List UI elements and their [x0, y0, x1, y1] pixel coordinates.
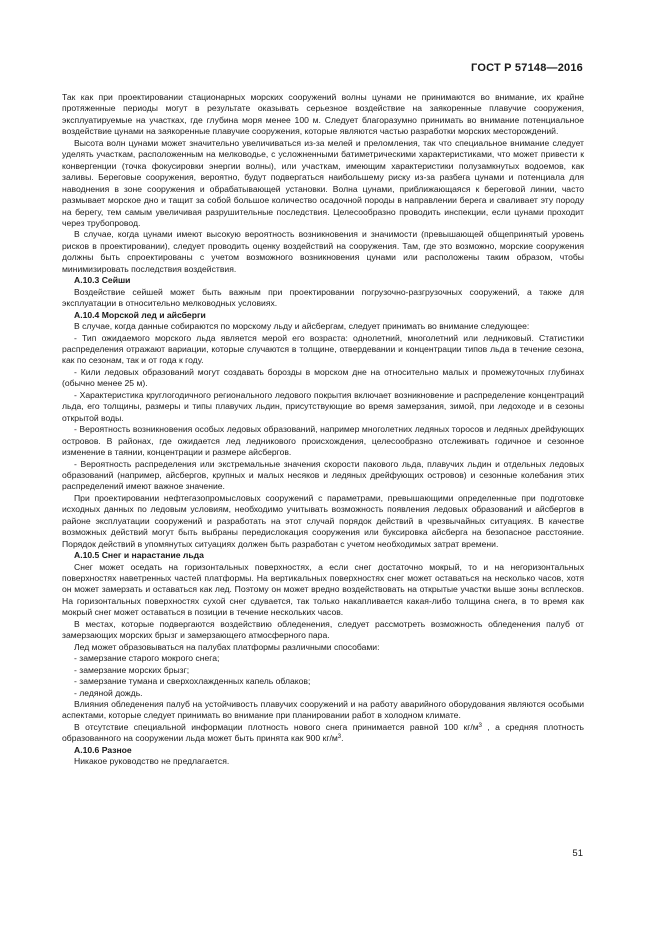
- paragraph: Никакое руководство не предлагается.: [74, 756, 230, 767]
- paragraph: Так как при проектировании стационарных морских сооружений волны цунами не принимаются во внимание, их крайне протяженные периоды могут в результате оказывать серьезное воздействие на заякоренные плавучие сооружения, эксплуатируемые на участках, где глубина моря менее 100 м. Следует благоразумно принимать во внимание потенциальное воздействие цунами на заякоренные плавучие сооружения, которые являются частью разработки морских месторождений.: [62, 92, 584, 137]
- paragraph: В местах, которые подвергаются воздействию обледенения, следует рассмотреть возможность обледенения палуб от замерзающих морских брызг и замерзающего атмосферного пара.: [62, 618, 584, 641]
- section-heading-seiches: А.10.3 Сейши: [74, 275, 131, 286]
- list-item: - замерзание старого мокрого снега;: [74, 653, 220, 664]
- paragraph: Влияния обледенения палуб на устойчивость плавучих сооружений и на работу аварийного оборудования являются особыми аспектами, которые следует принимать во внимание при планировании работ в холодном климате.: [62, 699, 584, 721]
- section-heading-snow-ice: А.10.5 Снег и нарастание льда: [74, 550, 204, 561]
- list-item: - замерзание морских брызг;: [74, 664, 190, 675]
- list-item: - Вероятность возникновения особых ледовых образований, например многолетних ледяных торосов и ледяных дрейфующих островов. В районах, где ожидается лед ледникового происхождения, целесообразно отслеживать годичное и сезонное изменение в таянии, концентрации и размере айсбергов.: [62, 424, 584, 458]
- list-item: - Тип ожидаемого морского льда является мерой его возраста: однолетний, многолетний или ледниковый. Статистики распределения отражают вариации, которые случаются в толщине, отвердевании и концентрации типов льда в течение сезона, как по сезонам, так и от года к году.: [62, 332, 584, 366]
- list-item: - замерзание тумана и сверхохлажденных капель облаков;: [74, 676, 311, 687]
- paragraph: В случае, когда данные собираются по морскому льду и айсбергам, следует принимать во внимание следующее:: [74, 321, 530, 332]
- text-span: , а средняя плотность образованного на сооружении льда может быть принята как 900 кг/м: [62, 721, 585, 744]
- paragraph: Лед может образовываться на палубах платформы различными способами:: [74, 641, 380, 652]
- text-span: .: [341, 733, 344, 744]
- superscript: 3: [337, 734, 342, 741]
- list-item: - Характеристика круглогодичного регионального ледового покрытия включает возникновение и распределение концентраций льда, его толщины, размеры и типы плавучих льдин, присутствующие во время замерзания, зимой, при ледоходе и в сезоны открытой воды.: [62, 389, 584, 423]
- paragraph: Воздействие сейшей может быть важным при проектировании погрузочно-разгрузочных сооружений, а также для эксплуатации в относительно мелководных условиях.: [62, 286, 584, 309]
- text-span: В отсутствие специальной информации плотность нового снега принимается равной 100 кг/м: [74, 721, 479, 732]
- section-heading-misc: А.10.6 Разное: [74, 744, 132, 755]
- list-item: - ледяной дождь.: [74, 687, 143, 698]
- list-item: - Кили ледовых образований могут создавать борозды в морском дне на относительно малых и промежуточных глубинах (обычно менее 25 м).: [62, 366, 584, 389]
- superscript: 3: [478, 722, 482, 729]
- paragraph: Снег может оседать на горизонтальных поверхностях, а если снег достаточно мокрый, то и на негоризонтальных поверхностях наветренных частей платформы. На вертикальных поверхностях снег может оставаться на несколько часов, хотя он может замерзать и оставаться как лед. Поэтому он может вредно воздействовать на открытые участки выше зоны всплесков. На горизонтальных поверхностях сухой снег сдувается, так только накапливается какая-либо толщина снега, в то время как мокрый снег может оставаться в позиции в течение нескольких часов.: [62, 561, 584, 618]
- paragraph-density: [62, 722, 584, 745]
- list-item: - Вероятность распределения или экстремальные значения скорости пакового льда, плавучих льдин и отдельных ледовых образований (например, айсбергов, крупных и малых несяков и ледяных дрейфующих островов) и сезонные колебания этих распределений имеют важное значение.: [62, 458, 584, 492]
- document-header: ГОСТ Р 57148—2016: [471, 62, 583, 74]
- section-heading-sea-ice: А.10.4 Морской лед и айсберги: [74, 309, 206, 320]
- page-number: 51: [572, 848, 583, 859]
- page-content: [62, 92, 584, 768]
- paragraph: При проектировании нефтегазопромысловых сооружений с параметрами, превышающими определенные при подготовке исходных данных по ледовым условиям, необходимо учитывать возможность появления ледовых образований и айсбергов в районе эксплуатации сооружений и разработать на этот случай порядок действий в чрезвычайных ситуациях. В качестве возможных действий могут быть выбраны передислокация сооружения или буксировка айсберга на безопасное расстояние. Порядок действий в упомянутых ситуациях должен быть разработан с учетом необходимых затрат времени.: [62, 492, 584, 549]
- paragraph: В случае, когда цунами имеют высокую вероятность возникновения и значимости (превышающей общепринятый уровень рисков в проектировании), следует проводить оценку воздействий на сооружения. Там, где это возможно, морские сооружения должны быть спроектированы с учетом возможного возникновения цунами или расположены таким образом, чтобы минимизировать последствия воздействия.: [62, 229, 584, 274]
- paragraph: Высота волн цунами может значительно увеличиваться из-за мелей и преломления, так что специальное внимание следует уделять участкам, расположенным на мелководье, с усложненными батиметрическими характеристиками, что может привести к конвергенции (точка фокусировки энергии волны), или участкам, имеющим характеристики полузамкнутых водоемов, как заливы. Береговые сооружения, вероятно, будут подвергаться наибольшему риску из-за разбега цунами и потенциала для наводнения в зоне сооружения и обрабатывающей установки. Волна цунами, приближающаяся к береговой линии, часто размывает морское дно и тащит за собой большое количество осадочной породы в направлении берега и сваливает эту породу на берегу, тем самым увеличивая разрушительные последствия. Целесообразно проводить инспекции, если цунами проходит через трубопровод.: [62, 137, 584, 228]
